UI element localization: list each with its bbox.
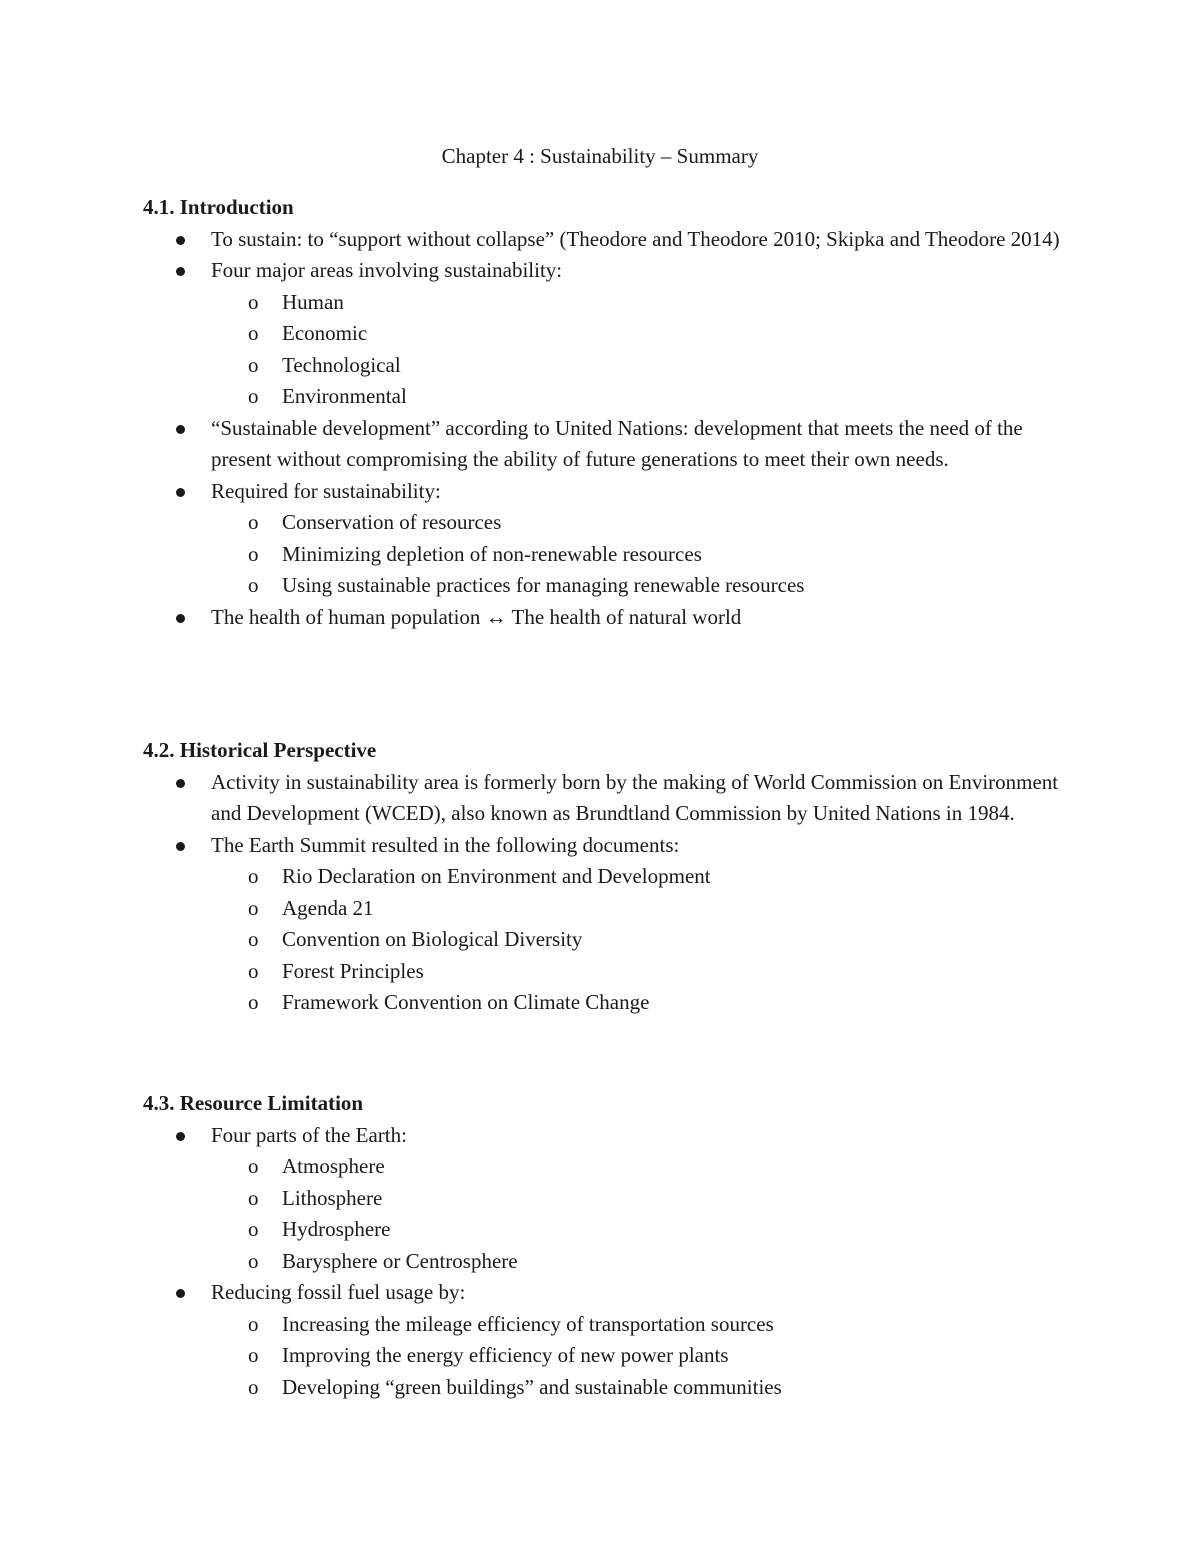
page-title: Chapter 4 : Sustainability – Summary — [441, 144, 759, 168]
circle-bullet-icon: o — [248, 1311, 259, 1336]
bullet-icon — [176, 614, 185, 623]
list-item: Reducing fossil fuel usage by: o Increasing the mileage efficiency of transportation sources o Improving the energy efficiency of new power plants o Developing “green buildings” and sustainable communities — [143, 1277, 1063, 1403]
bullet-icon — [176, 425, 185, 434]
sub-list-item: o Economic — [143, 318, 1063, 350]
circle-bullet-icon: o — [248, 864, 259, 888]
bullet-icon — [176, 267, 185, 276]
circle-bullet-icon: o — [248, 1217, 259, 1241]
sub-list-item: o Environmental — [143, 381, 1063, 413]
sub-list-item: o Technological — [143, 350, 1063, 382]
sub-list-item: o Convention on Biological Diversity — [143, 924, 1063, 956]
sub-list-item: o Rio Declaration on Environment and Development — [143, 861, 1063, 893]
circle-bullet-icon: o — [248, 289, 259, 314]
sub-list-item: o Lithosphere — [143, 1183, 1063, 1215]
circle-bullet-icon: o — [248, 573, 259, 597]
sub-list — [211, 1151, 1063, 1277]
list-item: Four parts of the Earth: o Atmosphere o Lithosphere o Hydrosphere o Barysphere or Centrosphere — [143, 1120, 1063, 1278]
circle-bullet-icon: o — [248, 1374, 259, 1399]
sub-list-item: o Forest Principles — [143, 956, 1063, 988]
bullet-icon — [176, 488, 185, 497]
section-heading: 4.2. Historical Perspective — [143, 738, 377, 762]
circle-bullet-icon: o — [248, 321, 259, 345]
circle-bullet-icon: o — [248, 1248, 259, 1273]
section-introduction — [143, 192, 1063, 633]
list-item: “Sustainable development” according to United Nations: development that meets the need of the present without compromising the ability of future generations to meet their own needs. — [143, 413, 1063, 476]
list-item: The health of human population ↔ The health of natural world — [143, 602, 1063, 634]
bullet-list — [143, 1120, 1063, 1404]
bullet-icon — [176, 1132, 185, 1141]
list-item: The Earth Summit resulted in the following documents: o Rio Declaration on Environment and Development o Agenda 21 o Convention on Biological Diversity o Forest Principles o Framework Convention on Climate Change — [143, 830, 1063, 1019]
circle-bullet-icon: o — [248, 384, 259, 408]
sub-list-item: o Using sustainable practices for managing renewable resources — [143, 570, 1063, 602]
list-item: Four major areas involving sustainability: o Human o Economic o Technological o Environmental — [143, 255, 1063, 413]
sub-list — [211, 507, 1063, 602]
bullet-list — [143, 224, 1063, 634]
bullet-list — [143, 767, 1063, 1019]
section-heading: 4.1. Introduction — [143, 195, 294, 219]
sub-list-item: o Human — [143, 287, 1063, 319]
sub-list-item: o Barysphere or Centrosphere — [143, 1246, 1063, 1278]
circle-bullet-icon: o — [248, 895, 259, 920]
sub-list-item: o Minimizing depletion of non-renewable resources — [143, 539, 1063, 571]
circle-bullet-icon: o — [248, 958, 259, 983]
circle-bullet-icon: o — [248, 352, 259, 377]
list-item: Required for sustainability: o Conservation of resources o Minimizing depletion of non-renewable resources o Using sustainable practices for managing renewable resources — [143, 476, 1063, 602]
circle-bullet-icon: o — [248, 990, 259, 1014]
sub-list-item: o Increasing the mileage efficiency of transportation sources — [143, 1309, 1063, 1341]
circle-bullet-icon: o — [248, 1185, 259, 1210]
sub-list-item: o Developing “green buildings” and sustainable communities — [143, 1372, 1063, 1404]
circle-bullet-icon: o — [248, 1343, 259, 1367]
sub-list-item: o Framework Convention on Climate Change — [143, 987, 1063, 1019]
bullet-icon — [176, 236, 185, 245]
circle-bullet-icon: o — [248, 1154, 259, 1178]
circle-bullet-icon: o — [248, 927, 259, 951]
section-historical-perspective — [143, 735, 1063, 1019]
section-resource-limitation — [143, 1088, 1063, 1403]
sub-list — [211, 1309, 1063, 1404]
section-heading: 4.3. Resource Limitation — [143, 1091, 364, 1115]
circle-bullet-icon: o — [248, 510, 259, 534]
sub-list-item: o Hydrosphere — [143, 1214, 1063, 1246]
bullet-icon — [176, 842, 185, 851]
sub-list — [211, 861, 1063, 1019]
sub-list-item: o Agenda 21 — [143, 893, 1063, 925]
sub-list-item: o Atmosphere — [143, 1151, 1063, 1183]
sub-list — [211, 287, 1063, 413]
sub-list-item: o Improving the energy efficiency of new power plants — [143, 1340, 1063, 1372]
bullet-icon — [176, 779, 185, 788]
list-item: To sustain: to “support without collapse” (Theodore and Theodore 2010; Skipka and Theodore 2014) — [143, 224, 1063, 256]
sub-list-item: o Conservation of resources — [143, 507, 1063, 539]
list-item: Activity in sustainability area is formerly born by the making of World Commission on Environment and Development (WCED), also known as Brundtland Commission by United Nations in 1984. — [143, 767, 1063, 830]
circle-bullet-icon: o — [248, 541, 259, 566]
bullet-icon — [176, 1289, 185, 1298]
